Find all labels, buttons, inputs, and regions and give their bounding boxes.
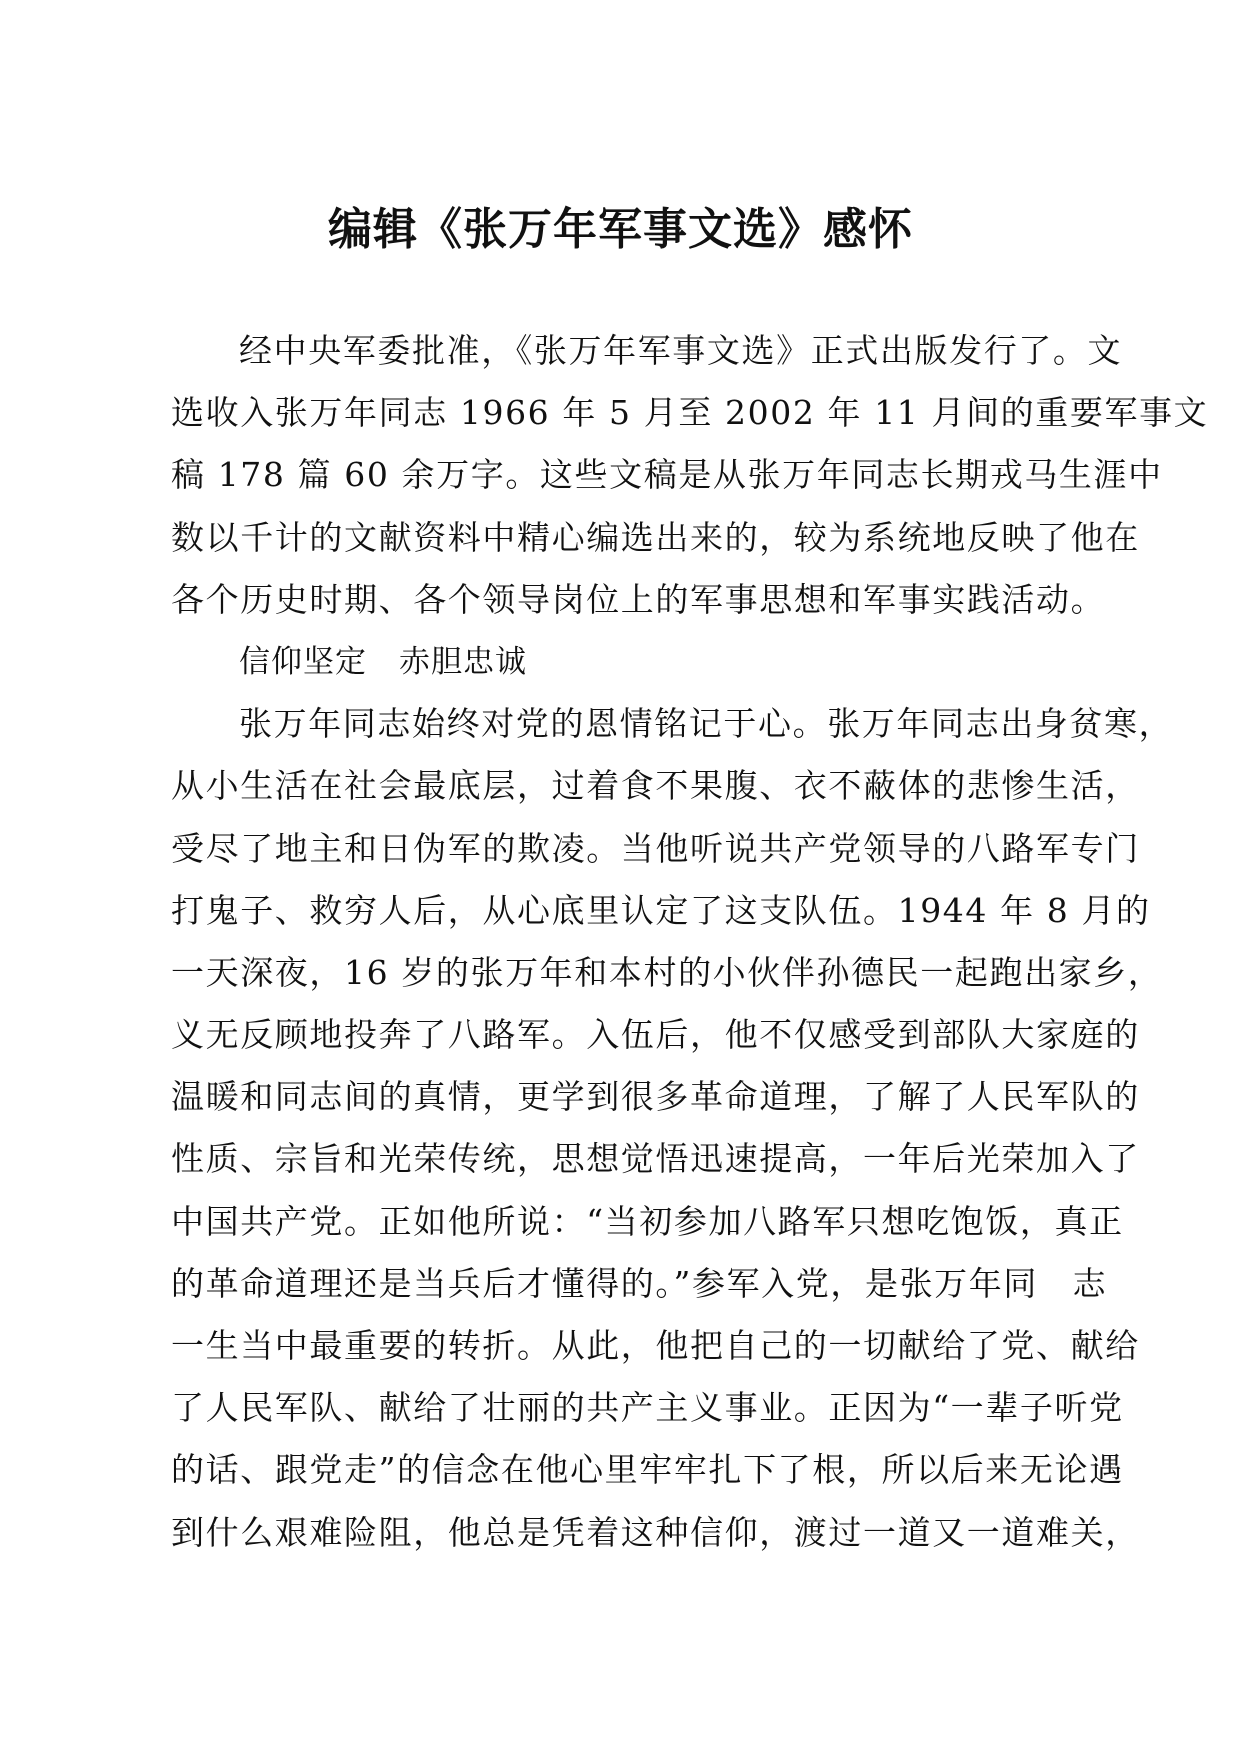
- document-title: 编辑《张万年军事文选》感怀: [328, 204, 913, 255]
- paragraph-line: 温暖和同志间的真情，更学到很多革命道理，了解了人民军队的: [171, 1077, 1140, 1117]
- paragraph-line: 从小生活在社会最底层，过着食不果腹、衣不蔽体的悲惨生活，: [171, 766, 1140, 806]
- paragraph-line: 义无反顾地投奔了八路军。入伍后，他不仅感受到部队大家庭的: [171, 1015, 1140, 1055]
- paragraph-line: 张万年同志始终对党的恩情铭记于心。张万年同志出身贫寒，: [239, 704, 1174, 744]
- paragraph-line: 到什么艰难险阻，他总是凭着这种信仰，渡过一道又一道难关，: [171, 1512, 1140, 1552]
- paragraph-line: 经中央军委批准，《张万年军事文选》正式出版发行了。文: [239, 331, 1123, 370]
- paragraph-line: 的话、跟党走”的信念在他心里牢牢扎下了根，所以后来无论遇: [171, 1450, 1124, 1490]
- paragraph-line: 打鬼子、救穷人后，从心底里认定了这支队伍。1944 年 8 月的: [171, 890, 1151, 930]
- paragraph-line: 受尽了地主和日伪军的欺凌。当他听说共产党领导的八路军专门: [171, 828, 1140, 868]
- document-body: [171, 320, 1209, 1564]
- paragraph-line: 选收入张万年同志 1966 年 5 月至 2002 年 11 月间的重要军事文: [171, 393, 1209, 433]
- paragraph-line: 一生当中最重要的转折。从此，他把自己的一切献给了党、献给: [171, 1326, 1140, 1365]
- paragraph-line: 的革命道理还是当兵后才懂得的。”参军入党，是张万年同 志: [171, 1263, 1108, 1303]
- paragraph-line: 一天深夜，16 岁的张万年和本村的小伙伴孙德民一起跑出家乡，: [171, 952, 1163, 992]
- paragraph-line: 各个历史时期、各个领导岗位上的军事思想和军事实践活动。: [171, 579, 1106, 619]
- paragraph-line: 了人民军队、献给了壮丽的共产主义事业。正因为“一辈子听党: [171, 1388, 1124, 1428]
- paragraph-line: 稿 178 篇 60 余万字。这些文稿是从张万年同志长期戎马生涯中: [171, 455, 1163, 495]
- paragraph-line: 中国共产党。正如他所说：“当初参加八路军只想吃饱饭，真正: [171, 1201, 1124, 1241]
- paragraph-line: 数以千计的文献资料中精心编选出来的，较为系统地反映了他在: [171, 517, 1140, 557]
- section-heading: 信仰坚定 赤胆忠诚: [239, 643, 527, 680]
- paragraph-line: 性质、宗旨和光荣传统，思想觉悟迅速提高，一年后光荣加入了: [171, 1139, 1140, 1179]
